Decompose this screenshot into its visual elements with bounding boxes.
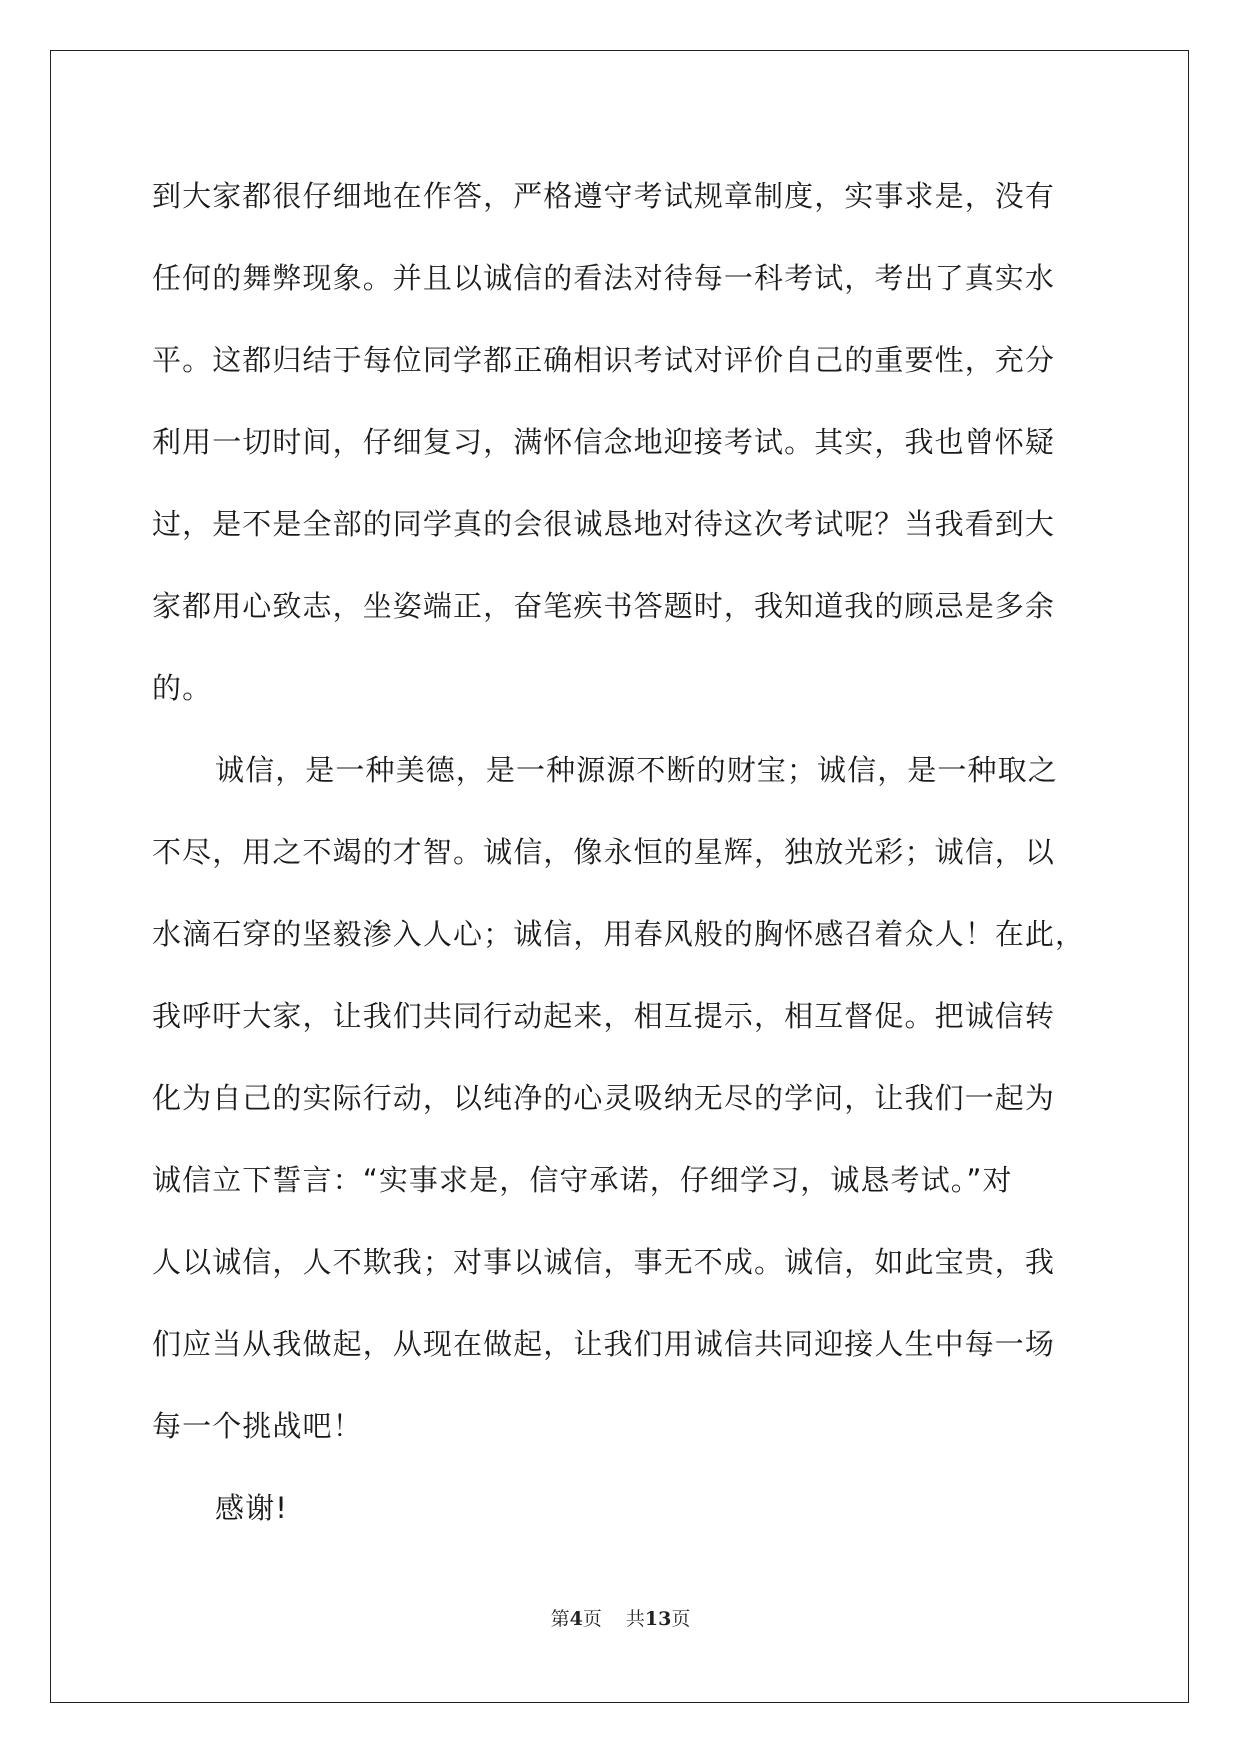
- text-line: 平。这都归结于每位同学都正确相识考试对评价自己的重要性，充分: [152, 343, 1056, 377]
- text-line: 我呼吁大家，让我们共同行动起来，相互提示，相互督促。把诚信转: [152, 999, 1056, 1033]
- total-prefix: 共: [625, 1608, 645, 1630]
- page-footer: [0, 1604, 1241, 1631]
- page-prefix: 第: [550, 1608, 570, 1630]
- paragraph-start-line: [152, 1467, 1092, 1549]
- text-line: 诚信立下誓言：“实事求是，信守承诺，仔细学习，诚恳考试。”对: [152, 1163, 1013, 1197]
- text-line: 人以诚信，人不欺我；对事以诚信，事无不成。诚信，如此宝贵，我: [152, 1245, 1056, 1279]
- text-line: 们应当从我做起，从现在做起，让我们用诚信共同迎接人生中每一场: [152, 1327, 1056, 1361]
- text-line: 不尽，用之不竭的才智。诚信，像永恒的星辉，独放光彩；诚信，以: [152, 835, 1056, 869]
- page-suffix: 页: [582, 1608, 602, 1630]
- text-line: 任何的舞弊现象。并且以诚信的看法对待每一科考试，考出了真实水: [152, 261, 1056, 295]
- total-suffix: 页: [671, 1608, 691, 1630]
- total-pages: 13: [644, 1608, 672, 1630]
- text-line: 家都用心致志，坐姿端正，奋笔疾书答题时，我知道我的顾忌是多余: [152, 589, 1056, 623]
- text-line: 到大家都很仔细地在作答，严格遵守考试规章制度，实事求是，没有: [152, 179, 1056, 213]
- text-line: 诚信，是一种美德，是一种源源不断的财宝；诚信，是一种取之: [215, 753, 1058, 787]
- closing-line: 感谢!: [215, 1491, 288, 1525]
- page-number: 4: [569, 1608, 583, 1630]
- text-line: 水滴石穿的坚毅渗入人心；诚信，用春风般的胸怀感召着众人！在此，: [152, 917, 1086, 951]
- text-line: 利用一切时间，仔细复习，满怀信念地迎接考试。其实，我也曾怀疑: [152, 425, 1056, 459]
- text-line: 化为自己的实际行动，以纯净的心灵吸纳无尽的学问，让我们一起为: [152, 1081, 1056, 1115]
- text-line: 过，是不是全部的同学真的会很诚恳地对待这次考试呢？当我看到大: [152, 507, 1056, 541]
- paragraph-start-line: [152, 729, 1092, 811]
- document-body: [152, 155, 1092, 1549]
- text-line: 的。: [152, 671, 213, 705]
- text-line: 每一个挑战吧！: [152, 1409, 363, 1443]
